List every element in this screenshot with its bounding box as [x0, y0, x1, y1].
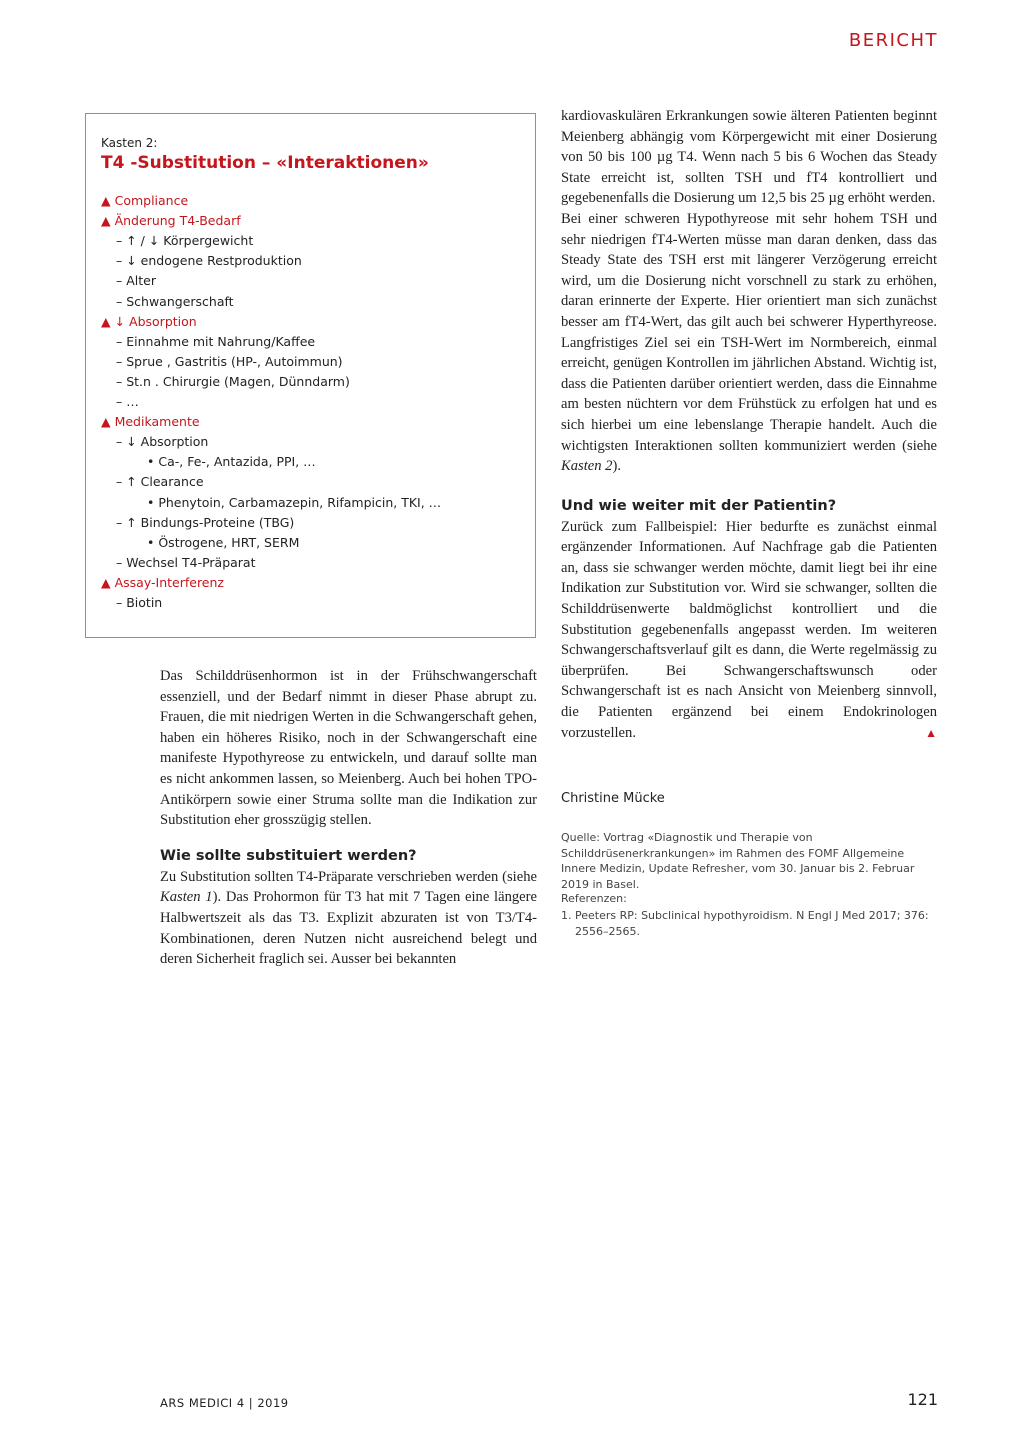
- box-list-item: – Einnahme mit Nahrung/Kaffee: [116, 333, 316, 349]
- box-title: T4 -Substitution – «Interaktionen»: [101, 153, 429, 173]
- box-list-item: – …: [116, 394, 139, 409]
- box-reference: Kasten 2: [561, 458, 613, 475]
- body-paragraph: [160, 867, 537, 970]
- box-list-item: – Schwangerschaft: [116, 293, 234, 309]
- box-list-item: ▲ Compliance: [101, 193, 189, 208]
- box-list-item: – ↓ endogene Restproduktion: [116, 253, 302, 269]
- body-paragraph: kardiovaskulären Erkrankungen sowie älteren Patienten beginnt Meienberg abhängig vom Körpergewicht mit einer Dosierung von 50 bis 100 µg T4. Wenn nach 5 bis 6 Wochen das Steady State erreicht ist, sollten TSH und fT4 kontrolliert und gegebenenfalls die Dosierung um 12,5 bis 25 µg erhöht werden.: [561, 108, 937, 207]
- text-run: Bei einer schweren Hypothyreose mit sehr hohem TSH und sehr niedrigen fT4-Werten müsse man daran denken, dass das Steady State des TSH erst mit längerer Verzögerung erreicht wird, um die Dosierung nicht vorschnell zu stark zu erhöhen, daran erinnerte der Experte. Hier orientiert man sich zunächst besser am fT4-Wert, das gilt auch bei schwerer Hyperthyreose. Langfristiges Ziel sei ein TSH-Wert im Normbereich, einmal erreicht, genügen Kontrollen im jährlichen Abstand. Wichtig ist, dass die Patienten darüber orientiert werden, dass die Einnahme am besten nüchtern vor dem Frühstück zu erfolgen hat und es sich hierbei um eine lebenslange Therapie handelt. Auch die wichtigsten Interaktionen sollten kommuniziert werden (siehe: [561, 210, 937, 454]
- box-label: Kasten 2:: [101, 136, 158, 150]
- text-run: ).: [612, 458, 621, 475]
- source-note: Quelle: Vortrag «Diagnostik und Therapie von Schilddrüsenerkrankungen» im Rahmen des FOMF Allgemeine Innere Medizin, Update Refresher, vom 30. Januar bis 2. Februar 2019 in Basel.: [561, 831, 915, 891]
- reference-item: 1. Peeters RP: Subclinical hypothyroidism. N Engl J Med 2017; 376: 2556–2565.: [561, 909, 929, 938]
- box-list-item: – St.n . Chirurgie (Magen, Dünndarm): [116, 373, 350, 389]
- box-list-item: – Biotin: [116, 595, 163, 610]
- references-label: Referenzen:: [561, 892, 627, 905]
- box-list-item: • Phenytoin, Carbamazepin, Rifampicin, TKI, …: [147, 494, 442, 510]
- box-reference: Kasten 1: [160, 889, 213, 906]
- box-list-item: ▲ Assay-Interferenz: [101, 574, 224, 590]
- text-run: ). Das Prohormon für T3 hat mit 7 Tagen eine längere Halbwertszeit als das T3. Explizit abzuraten ist von T3/T4-Kombinationen, deren Nutzen nicht ausreichend belegt und deren Sicherheit fraglich sei. Ausser bei bekannten: [160, 889, 537, 968]
- box-list-item: ▲ ↓ Absorption: [101, 313, 197, 329]
- box-list-item: – ↓ Absorption: [116, 434, 209, 450]
- box-list-item: • Östrogene, HRT, SERM: [147, 534, 300, 550]
- box-list-item: ▲ Änderung T4-Bedarf: [101, 213, 241, 229]
- section-heading: Und wie weiter mit der Patientin?: [561, 497, 837, 514]
- box-list-item: – Alter: [116, 273, 156, 289]
- box-list-item: • Ca-, Fe-, Antazida, PPI, …: [147, 454, 316, 470]
- text-run: Zurück zum Fallbeispiel: Hier bedurfte es zunächst einmal ergänzender Informationen. Auf Nachfrage gab die Patienten an, dass sie schwanger werden möchte, damit liegt bei ihr eine Indikation zur Substitution vor. Wird sie schwanger, sollten die Schilddrüsenwerte baldmöglichst kontrolliert und die Substitution gegebenenfalls angepasst werden. Im weiteren Schwangerschaftsverlauf gilt es dann, die Werte regelmässig zu überprüfen. Bei Schwangerschaftswunsch oder Schwangerschaft ist es nach Ansicht von Meienberg sinnvoll, die Patienten ergänzend bei einem Endokrinologen vorzustellen.: [561, 518, 937, 741]
- text-run: Zu Substitution sollten T4-Präparate verschrieben werden (siehe: [160, 868, 537, 885]
- body-paragraph: Das Schilddrüsenhormon ist in der Frühschwangerschaft essenziell, und der Bedarf nimmt in dieser Phase abrupt zu. Frauen, die mit niedrigen Werten in die Schwangerschaft gehen, haben ein höheres Risiko, noch in der Schwangerschaft eine manifeste Hypothyreose zu entwickeln, und darauf sollte man es nicht ankommen lassen, so Meienberg. Auch bei hohen TPO-Antikörpern sowie einer Struma sollte man die Indikation zur Substitution eher grosszügig stellen.: [160, 668, 537, 829]
- page-number: 121: [907, 1390, 938, 1409]
- body-paragraph: [561, 517, 937, 744]
- footer-journal: ARS MEDICI 4 | 2019: [160, 1396, 289, 1410]
- section-heading: Wie sollte substituiert werden?: [160, 847, 417, 864]
- box-list-item: – Sprue , Gastritis (HP-, Autoimmun): [116, 353, 343, 369]
- author: Christine Mücke: [561, 791, 665, 806]
- left-column: [160, 666, 537, 970]
- right-column: [561, 106, 937, 743]
- body-paragraph: [561, 209, 937, 477]
- end-mark-icon: ▲: [925, 725, 937, 740]
- box-list-item: – ↑ / ↓ Körpergewicht: [116, 233, 254, 249]
- box-list-item: – ↑ Clearance: [116, 474, 204, 490]
- section-label: BERICHT: [848, 30, 938, 51]
- box-list-item: – Wechsel T4-Präparat: [116, 554, 256, 570]
- box-list-item: – ↑ Bindungs-Proteine (TBG): [116, 514, 295, 530]
- box-list-item: ▲ Medikamente: [101, 414, 200, 430]
